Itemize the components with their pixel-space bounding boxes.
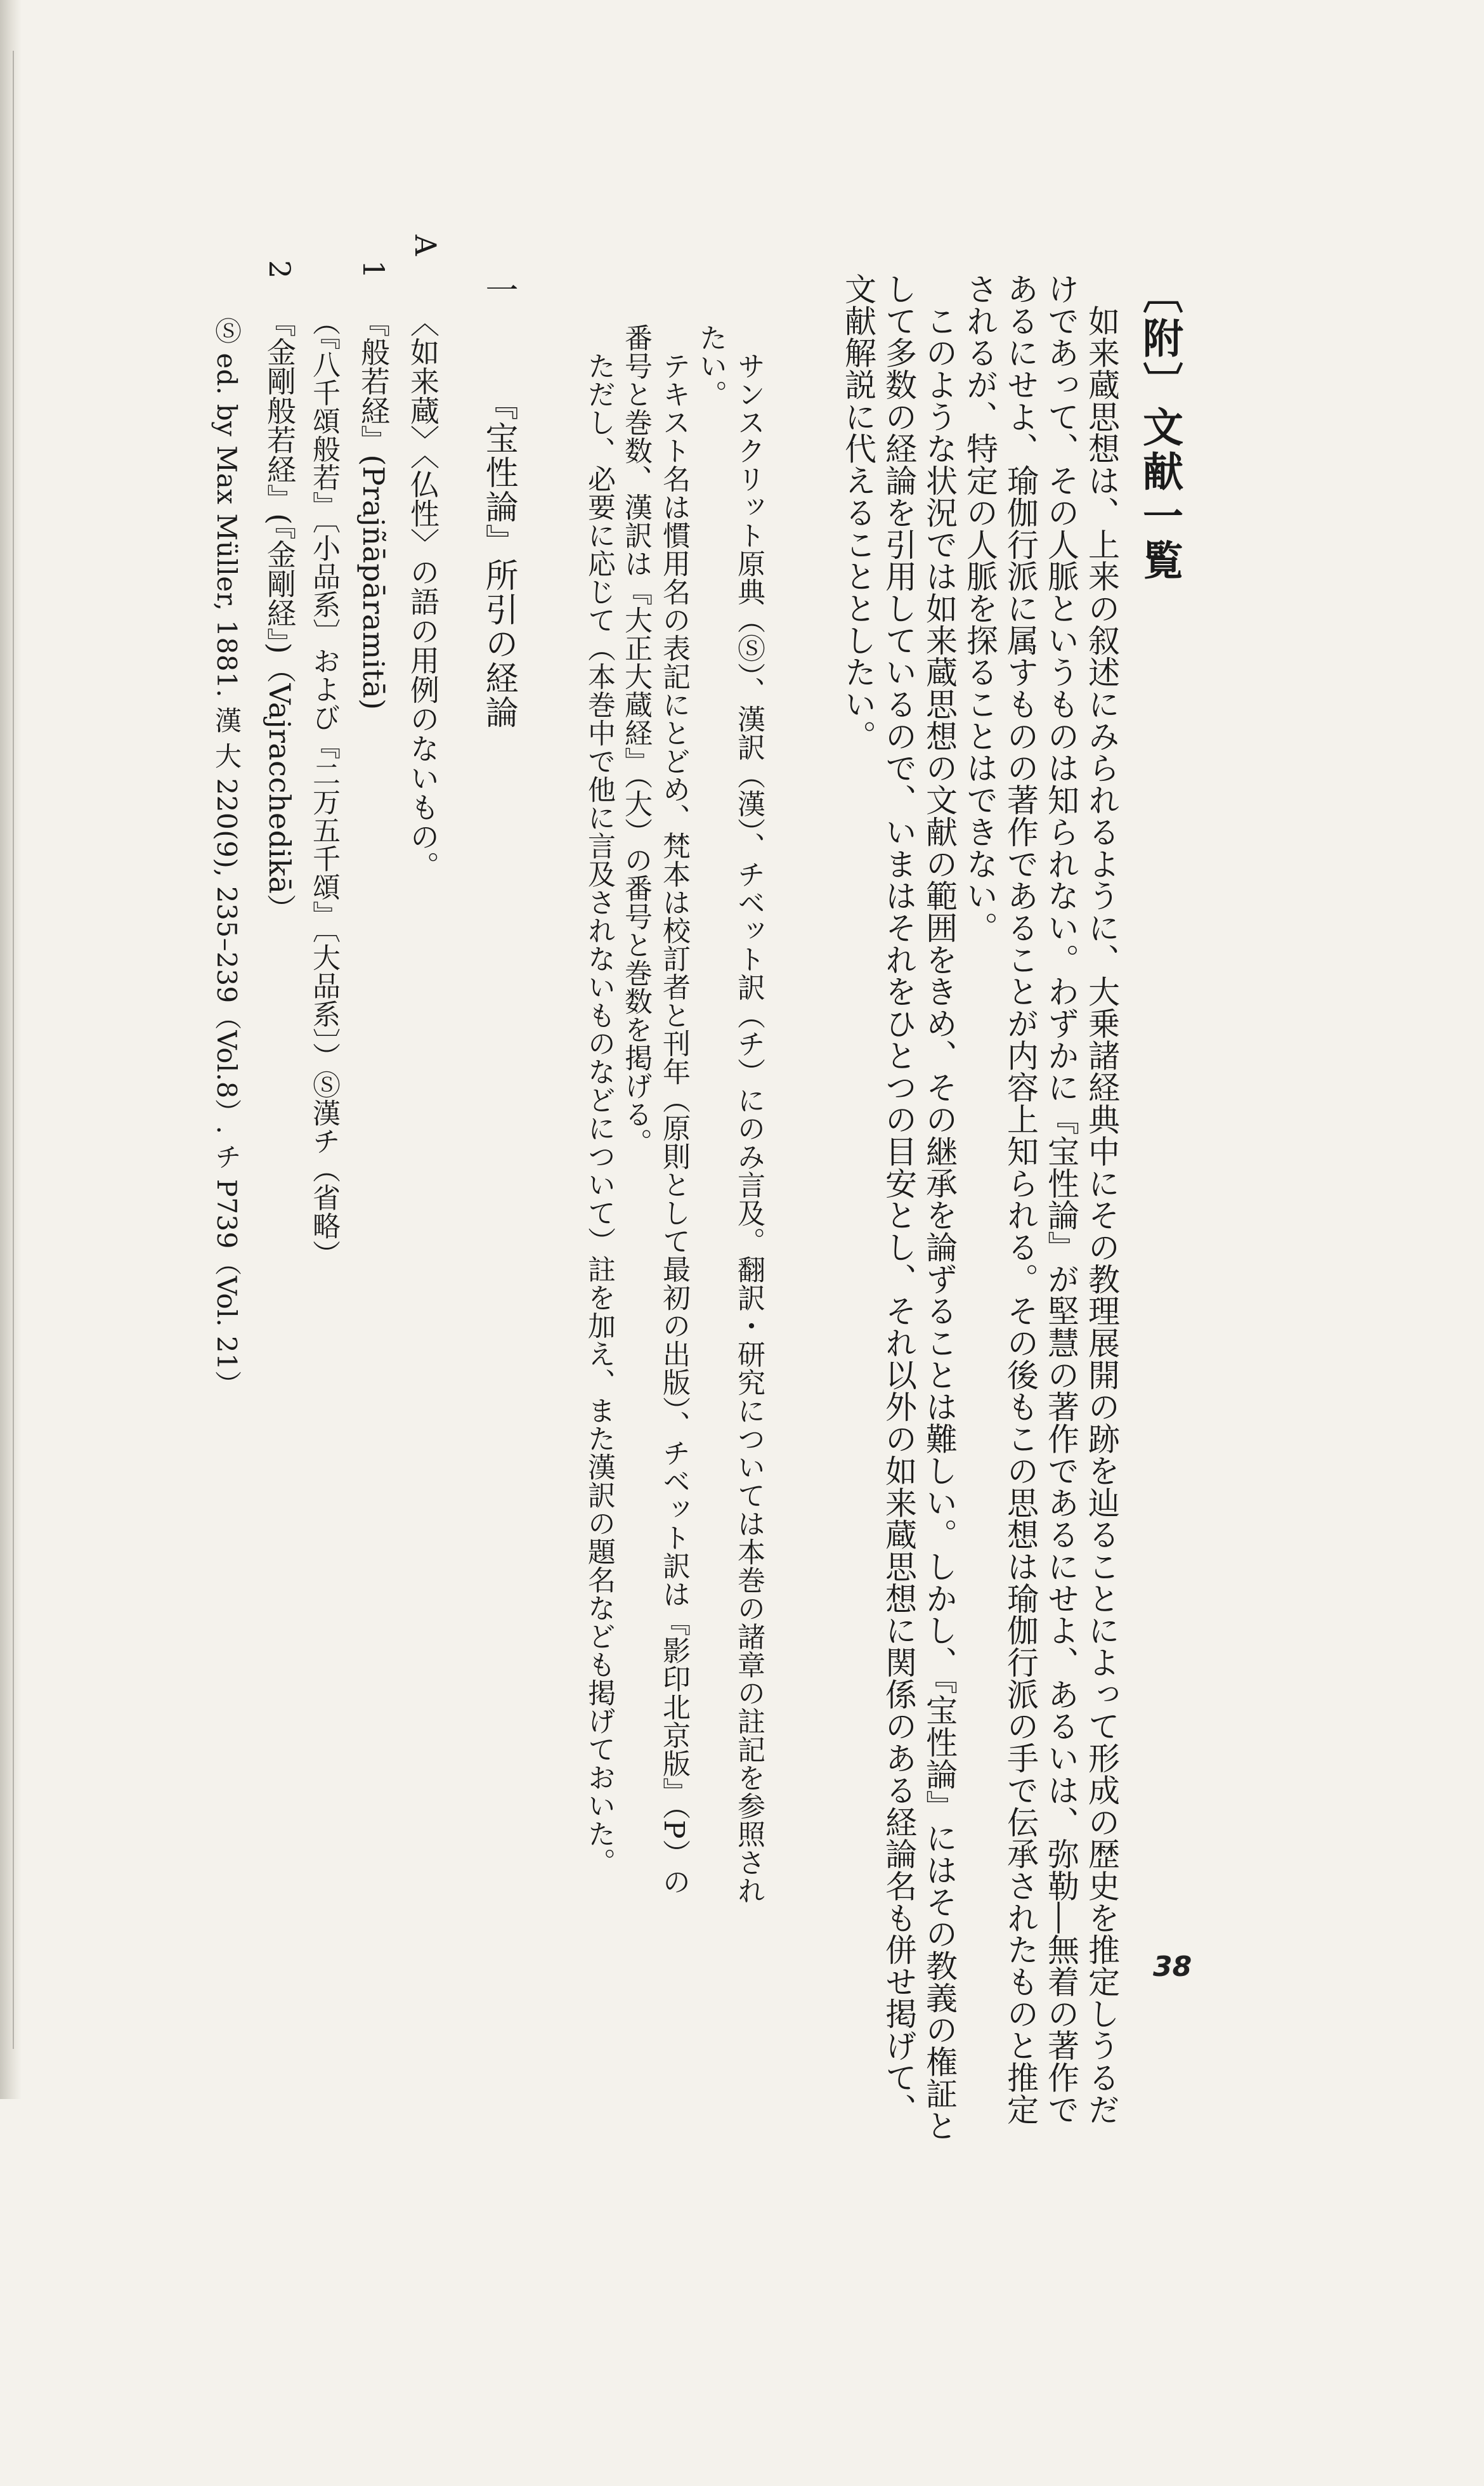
subsection-a-text: 〈如来蔵〉〈仏性〉の語の用例のないもの。 <box>406 308 440 880</box>
item-1-detail: （『八千頌般若』〔小品系〕および『二万五千頌』〔大品系〕）Ⓢ漢チ（省略） <box>308 308 340 1268</box>
intro-p1-line-3: あるにせよ、瑜伽行派に属すものの著作であることが内容上知られる。その後もこの思想は瑜伽行派の手で伝承されたものと推定 <box>1002 273 1039 2126</box>
page-number: 38 <box>1153 1951 1192 1983</box>
page-title: 〔附〕文献一覧 <box>1136 273 1183 584</box>
subsection-a-marker: A <box>408 235 443 256</box>
item-1-number: 1 <box>356 260 391 279</box>
intro-p2-line-1: このような状況では如来蔵思想の文献の範囲をきめ、その継承を論ずることは難しい。しかし、『宝性論』にはその教義の権証と <box>921 273 958 2142</box>
note-2-line-2: 番号と巻数、漢訳は『大正大蔵経』（大）の番号と巻数を掲げる。 <box>620 324 652 1156</box>
intro-p2-line-3: 文献解説に代えることとしたい。 <box>840 273 876 752</box>
intro-p1-line-1: 如来蔵思想は、上来の叙述にみられるように、大乗諸経典中にその教理展開の跡を辿ることによって形成の歴史を推定しうるだ <box>1083 273 1120 2126</box>
binding-edge <box>0 0 22 2099</box>
note-2-line-1: テキスト名は慣用名の表記にとどめ、梵本は校訂者と刊年（原則として最初の出版）、チベット訳は『影印北京版』（P）の <box>658 324 690 1896</box>
intro-p1-line-4: されるが、特定の人脈を探ることはできない。 <box>961 273 998 944</box>
intro-p2-line-2: して多数の経論を引用しているので、いまはそれをひとつの目安とし、それ以外の如来蔵思想に関係のある経論名も併せ掲げて、 <box>880 273 917 2126</box>
section-marker: 一 <box>479 273 517 307</box>
item-2-title: 『金剛般若経』(『金剛経』)（Vajracchedikā） <box>263 308 297 924</box>
note-3-line-1: ただし、必要に応じて（本巻中で他に言及されないものなどについて）註を加え、また漢訳の題名なども掲げておいた。 <box>583 324 615 1876</box>
note-1-line-1: サンスクリット原典（Ⓢ）、漢訳（漢）、チベット訳（チ）にのみ言及。翻訳・研究については本巻の諸章の註記を参照され <box>732 324 765 1905</box>
note-1-line-2: たい。 <box>694 324 727 409</box>
intro-p1-line-2: けであって、その人脈というものは知られない。わずかに『宝性論』が堅慧の著作であるにせよ、あるいは、弥勒―無着の著作で <box>1043 273 1079 2126</box>
item-2-detail: Ⓢ ed. by Max Müller, 1881. 漢 大 220(9), 235–239（Vol.8）. チ P739（Vol. 21） <box>211 317 242 1397</box>
item-2-number: 2 <box>263 260 297 279</box>
section-title: 『宝性論』所引の経論 <box>479 387 517 729</box>
binding-line <box>13 51 14 2049</box>
item-1-title: 『般若経』(Prajñāpāramitā) <box>356 308 391 710</box>
